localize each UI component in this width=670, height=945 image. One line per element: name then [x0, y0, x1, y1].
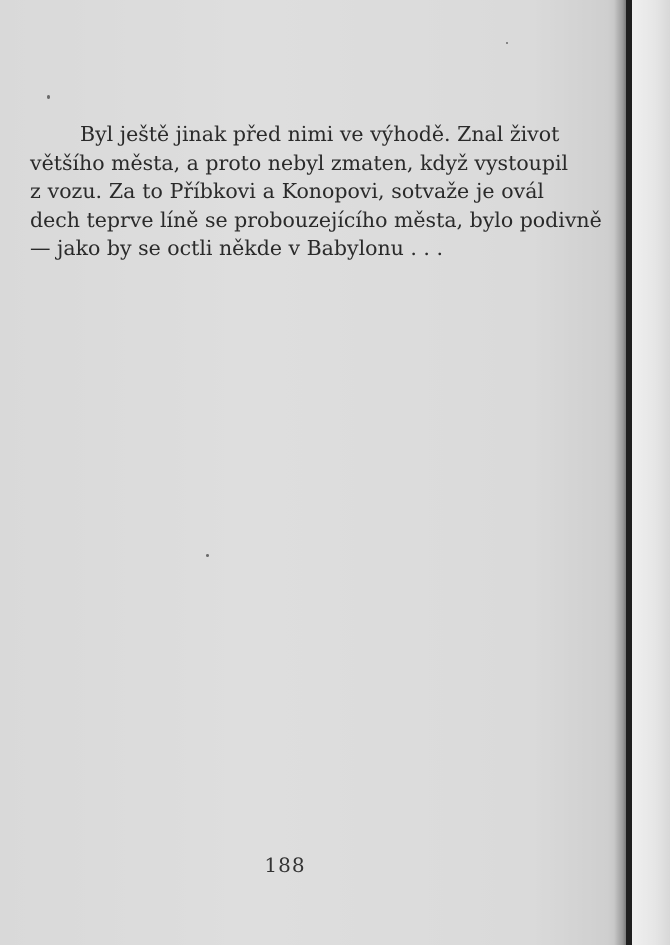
paragraph-line-2: většího města, a proto nebyl zmaten, když vystoupil [30, 150, 569, 175]
ink-speck [206, 554, 209, 557]
body-paragraph [30, 120, 602, 263]
paragraph-line-5: — jako by se octli někde v Babylonu . . . [30, 236, 443, 260]
paragraph-line-1: Byl ještě jinak před nimi ve výhodě. Znal život [80, 122, 560, 146]
paragraph-line-4: dech teprve líně se probouzejícího města, bylo podivně [30, 207, 602, 232]
ink-speck [506, 42, 508, 44]
paragraph-line-3: z vozu. Za to Příbkovi a Konopovi, sotvaže je ovál [30, 179, 544, 203]
page-number: 188 [264, 853, 306, 877]
ink-speck [47, 95, 50, 99]
facing-page-edge [632, 0, 670, 945]
